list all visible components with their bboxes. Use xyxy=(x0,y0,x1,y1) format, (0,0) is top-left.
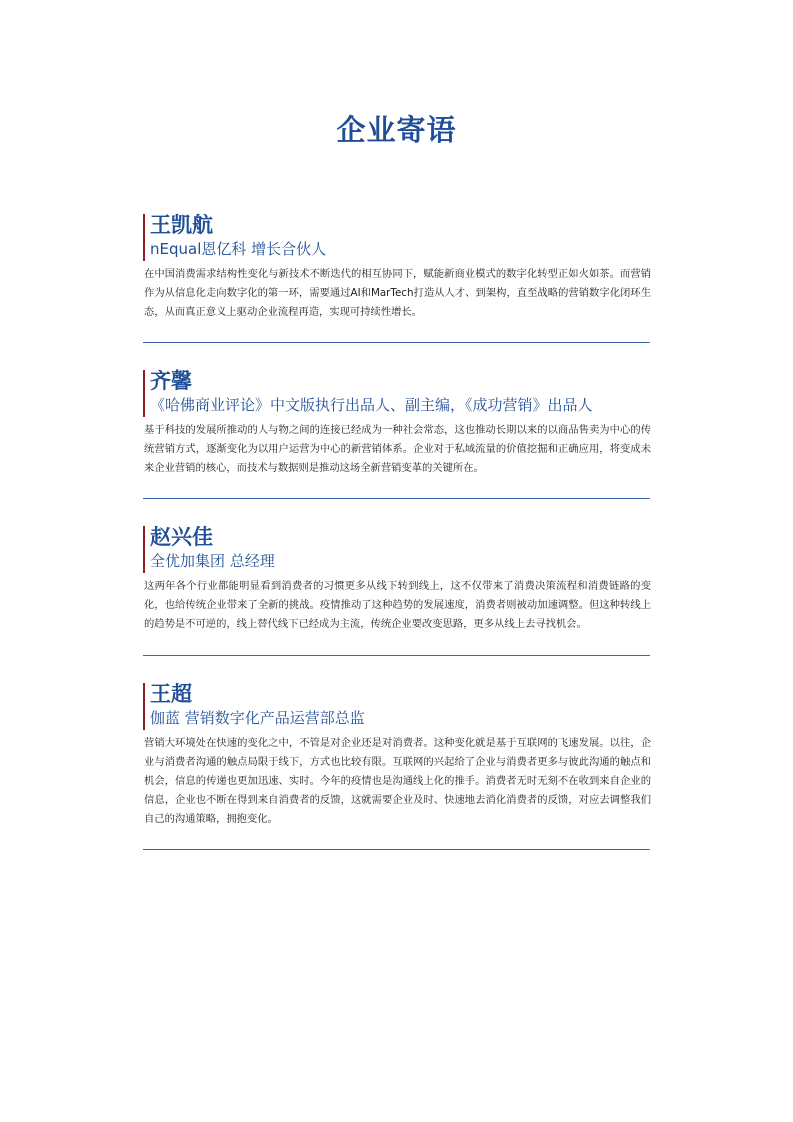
person-name: 赵兴佳 xyxy=(150,525,213,549)
entry-header xyxy=(143,368,651,415)
entry-header xyxy=(143,524,651,571)
person-title: nEqual恩亿科 增长合伙人 xyxy=(150,240,327,258)
quote-text: 在中国消费需求结构性变化与新技术不断迭代的相互协同下，赋能新商业模式的数字化转型正如火如茶。而营销作为从信息化走向数字化的第一环，需要通过AI和MarTech打造从人才、到架构，直至战略的营销数字化闭环生态，从而真正意义上驱动企业流程再造，实现可持续性增长。 xyxy=(144,268,651,318)
quote-text: 这两年各个行业都能明显看到消费者的习惯更多从线下转到线上，这不仅带来了消费决策流程和消费链路的变化，也给传统企业带来了全新的挑战。疫情推动了这种趋势的发展速度，消费者则被动加速调整。但这种转线上的趋势是不可逆的，线上替代线下已经成为主流，传统企业要改变思路，更多从线上去寻找机会。 xyxy=(144,580,651,630)
person-name: 齐馨 xyxy=(150,369,192,393)
accent-bar xyxy=(143,214,145,261)
accent-bar xyxy=(143,683,145,730)
page-title: 企业寄语 xyxy=(336,113,457,147)
divider xyxy=(143,342,650,343)
entry-wang-kaihang xyxy=(143,212,651,322)
entry-wang-chao xyxy=(143,681,651,829)
divider xyxy=(143,655,650,656)
quote-text: 营销大环境处在快速的变化之中，不管是对企业还是对消费者。这种变化就是基于互联网的飞速发展。以往，企业与消费者沟通的触点局限于线下，方式也比较有限。互联网的兴起给了企业与消费者更多与彼此沟通的触点和机会，信息的传递也更加迅速、实时。今年的疫情也是沟通线上化的推手。消费者无时无刻不在收到来自企业的信息，企业也不断在得到来自消费者的反馈，这就需要企业及时、快速地去消化消费者的反馈，对应去调整我们自己的沟通策略，拥抱变化。 xyxy=(144,737,651,825)
divider xyxy=(143,498,650,499)
accent-bar xyxy=(143,370,145,417)
person-title: 全优加集团 总经理 xyxy=(150,552,275,570)
entry-qi-xin xyxy=(143,368,651,478)
person-title: 《哈佛商业评论》中文版执行出品人、副主编，《成功营销》出品人 xyxy=(150,396,593,414)
divider xyxy=(143,849,650,850)
person-name: 王超 xyxy=(150,682,192,706)
entry-header xyxy=(143,212,651,259)
accent-bar xyxy=(143,526,145,573)
entry-header xyxy=(143,681,651,728)
person-title: 伽蓝 营销数字化产品运营部总监 xyxy=(150,709,365,727)
entry-zhao-xingjia xyxy=(143,524,651,634)
quote-text: 基于科技的发展所推动的人与物之间的连接已经成为一种社会常态，这也推动长期以来的以商品售卖为中心的传统营销方式，逐渐变化为以用户运营为中心的新营销体系。企业对于私域流量的价值挖掘和正确应用，将变成未来企业营销的核心，而技术与数据则是推动这场全新营销变革的关键所在。 xyxy=(144,424,651,474)
person-name: 王凯航 xyxy=(150,213,213,237)
